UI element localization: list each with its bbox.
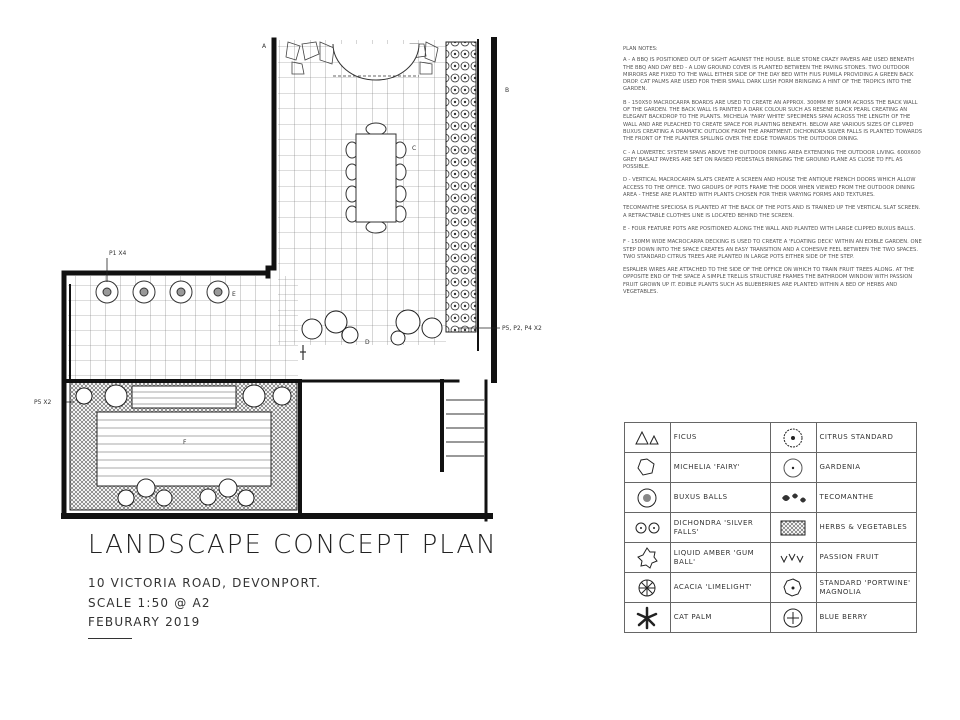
label-p1: P1 X4 — [109, 250, 127, 257]
label-p5: P5 X2 — [34, 399, 52, 406]
label-p2: P5, P2, P4 X2 — [502, 325, 542, 332]
citrus-standard-icon — [770, 423, 816, 453]
tecomanthe-icon — [770, 483, 816, 513]
plant-legend — [624, 422, 917, 633]
legend-label: FICUS — [670, 423, 770, 453]
label-e: E — [232, 291, 236, 298]
label-c: C — [412, 145, 417, 152]
legend-label: BUXUS BALLS — [670, 483, 770, 513]
legend-row — [625, 513, 917, 543]
legend-row — [625, 423, 917, 453]
label-f: F — [183, 439, 187, 446]
note-f: F - 150MM WIDE MACROCARPA DECKING IS USED TO CREATE A 'FLOATING DECK' WITHIN AN EDIBLE GARDEN. ONE STEP DOWN INTO THE SPACE CREATES AN EASY TRANSITION AND A COHESIVE FEEL BETWEEN THE TWO SPACES. TWO STANDARD CITRUS TREES ARE PLANTED IN LARGE POTS EITHER SIDE OF THE STEP. — [623, 239, 922, 260]
label-d: D — [365, 339, 370, 346]
legend-label: GARDENIA — [816, 453, 917, 483]
legend-row — [625, 453, 917, 483]
hedge-planter — [446, 42, 476, 332]
note-a: A - A BBQ IS POSITIONED OUT OF SIGHT AGAINST THE HOUSE. BLUE STONE CRAZY PAVERS ARE USED BENEATH THE BBQ AND DAY BED - A LOW GROUND COVER IS PLANTED BETWEEN THE PAVING STONES. TWO OUTDOOR MIRRORS ARE FIXED TO THE WALL EITHER SIDE OF THE DAY BED WITH FIUS PUMILA PROVIDING A GREEN BACK DROP. CAT PALMS ARE USED FOR THEIR SMALL DARK LUSH FORM BRINGING A HINT OF THE TROPICS INTO THE GARDEN. — [623, 57, 914, 93]
legend-label: MICHELIA 'FAIRY' — [670, 453, 770, 483]
legend-label: DICHONDRA 'SILVER FALLS' — [670, 513, 770, 543]
notes-heading: PLAN NOTES: — [623, 46, 658, 52]
legend-label: CAT PALM — [670, 603, 770, 633]
acacia-icon — [625, 573, 671, 603]
legend-row — [625, 483, 917, 513]
liquid-amber-icon — [625, 543, 671, 573]
plan-address: 10 VICTORIA ROAD, DEVONPORT. — [88, 576, 322, 590]
upper-courtyard — [278, 40, 446, 345]
label-b: B — [505, 87, 510, 94]
legend-label: ACACIA 'LIMELIGHT' — [670, 573, 770, 603]
legend-row — [625, 603, 917, 633]
blueberry-icon — [770, 603, 816, 633]
herbs-vegetables-icon — [770, 513, 816, 543]
note-d: D - VERTICAL MACROCARPA SLATS CREATE A SCREEN AND HOUSE THE ANTIQUE FRENCH DOORS WHICH ALLOW ACCESS TO THE OFFICE. TWO GROUPS OF POTS FRAME THE DOOR WHEN VIEWED FROM THE OUTDOOR DINING AREA - THESE ARE PLANTED WITH PLANTS CHOSEN FOR THEIR VARYING FORMS AND TEXTURES. — [623, 177, 916, 199]
legend-label: STANDARD 'PORTWINE' MAGNOLIA — [816, 573, 917, 603]
slat-screen — [300, 345, 306, 360]
note-b: B - 150X50 MACROCARPA BOARDS ARE USED TO CREATE AN APPROX. 300MM BY 50MM ACROSS THE BACK WALL OF THE GARDEN. THE BACK WALL IS PAINTED A DARK COLOUR SUCH AS RESENE BLACK PEARL CREATING AN ELEGANT BACKDROP TO THE PLANTS. MICHELIA 'FAIRY WHITE' SPECIMENS SPAN ACROSS THE LENGTH OF THE WALL AND ARE PLEACHED TO CREATE SPACE FOR PLANTING BENEATH. BELOW ARE VARIOUS SIZES OF CLIPPED BUXUS CREATING A DRAMATIC OUTLOOK FROM THE APARTMENT. DICHONDRA SILVER FALLS IS PLANTED TOWARDS THE FRONT OF THE PLANTER SPILLING OVER THE EDGE TOWARDS THE OUTDOOR DINING. — [623, 99, 923, 143]
title-underline — [88, 638, 132, 639]
legend-label: BLUE BERRY — [816, 603, 917, 633]
label-a: A — [262, 43, 267, 50]
legend-label: TECOMANTHE — [816, 483, 917, 513]
steps — [446, 400, 484, 456]
passion-fruit-icon — [770, 543, 816, 573]
plan-title: LANDSCAPE CONCEPT PLAN — [88, 530, 498, 560]
michelia-icon — [625, 453, 671, 483]
ficus-icon — [625, 423, 671, 453]
magnolia-icon — [770, 573, 816, 603]
legend-label: HERBS & VEGETABLES — [816, 513, 917, 543]
note-f2: ESPALIER WIRES ARE ATTACHED TO THE SIDE OF THE OFFICE ON WHICH TO TRAIN FRUIT TREES ALONG. AT THE OPPOSITE END OF THE SPACE A SIMPLE TRELLIS STRUCTURE FRAMES THE BATHROOM WINDOW WITH PASSION FRUIT GROWN UP IT. EDIBLE PLANTS SUCH AS BLUEBERRIES ARE PLANTED WITHIN A BED OF HERBS AND VEGETABLES. — [623, 267, 915, 296]
note-d2: TECOMANTHE SPECIOSA IS PLANTED AT THE BACK OF THE POTS AND IS TRAINED UP THE VERTICAL SLAT SCREEN. A RETRACTABLE CLOTHES LINE IS LOCATED BEHIND THE SCREEN. — [623, 205, 921, 219]
note-c: C - A LOWERTEC SYSTEM SPANS ABOVE THE OUTDOOR DINING AREA EXTENDING THE OUTDOOR LIVING. 600X600 GREY BASALT PAVERS ARE SET ON RAISED PEDESTALS BRINGING THE GROUND PLANE AS CLOSE TO FFL AS POSSIBLE. — [623, 149, 921, 171]
edible-garden — [70, 382, 297, 510]
legend-label: LIQUID AMBER 'GUM BALL' — [670, 543, 770, 573]
plan-date: FEBURARY 2019 — [88, 615, 201, 629]
note-e: E - FOUR FEATURE POTS ARE POSITIONED ALONG THE WALL AND PLANTED WITH LARGE CLIPPED BUXUS BALLS. — [623, 225, 916, 232]
cat-palm-icon — [625, 603, 671, 633]
dichondra-icon — [625, 513, 671, 543]
gardenia-icon — [770, 453, 816, 483]
legend-row — [625, 573, 917, 603]
legend-label: PASSION FRUIT — [816, 543, 917, 573]
buxus-ball-icon — [625, 483, 671, 513]
legend-row — [625, 543, 917, 573]
plan-notes — [623, 46, 923, 302]
legend-label: CITRUS STANDARD — [816, 423, 917, 453]
plan-scale: SCALE 1:50 @ A2 — [88, 596, 211, 610]
